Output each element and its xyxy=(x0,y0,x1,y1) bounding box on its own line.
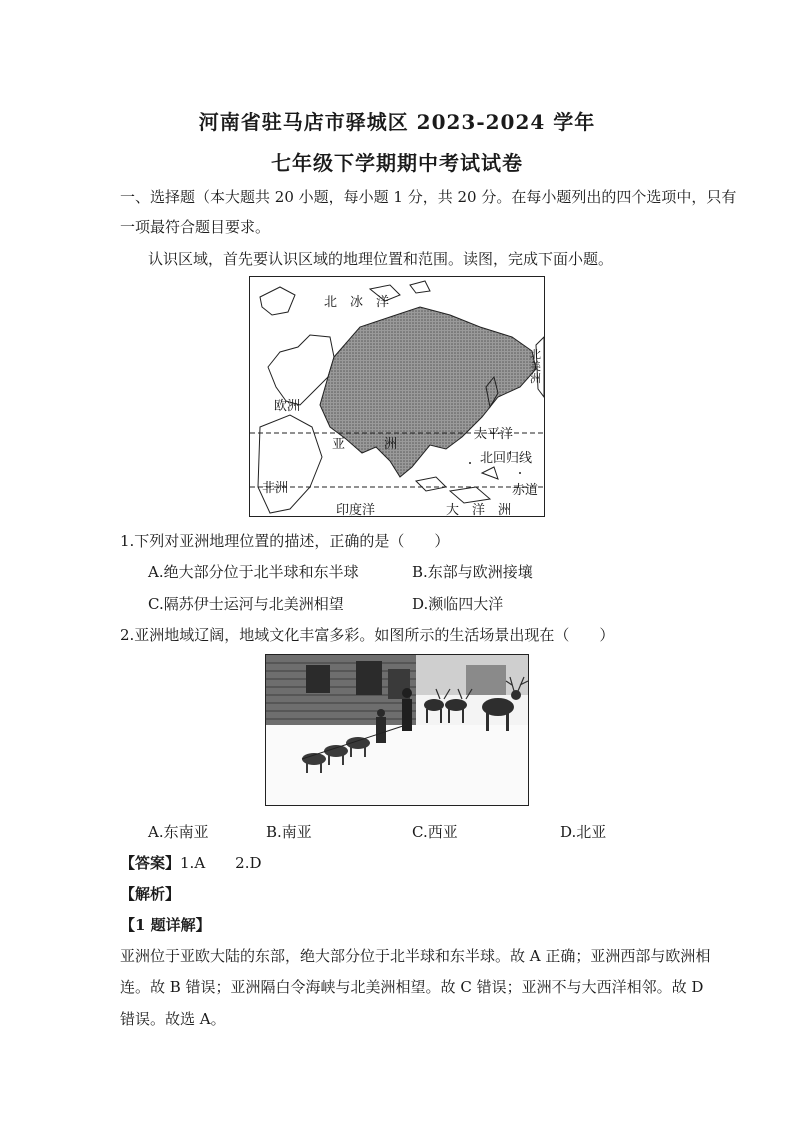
detail-line-3: 错误。故选 A。 xyxy=(120,1010,226,1028)
section-intro-line2: 一项最符合题目要求。 xyxy=(120,218,271,236)
detail-line-1: 亚洲位于亚欧大陆的东部，绝大部分位于北半球和东半球。故 A 正确；亚洲西部与欧洲相 xyxy=(120,947,711,965)
question-2-option-d: D.北亚 xyxy=(560,823,607,841)
question-1-option-d: D.濒临四大洋 xyxy=(412,595,504,613)
map-label-africa: 非洲 xyxy=(262,481,289,496)
analysis-label: 【解析】 xyxy=(120,885,181,903)
map-label-equator: 赤道 xyxy=(512,483,539,498)
map-label-arctic-ocean: 北 冰 洋 xyxy=(324,295,390,310)
question-2-option-c: C.西亚 xyxy=(412,823,458,841)
page-title: 河南省驻马店市驿城区 2023-2024 学年 xyxy=(198,110,596,134)
question-1-stem: 1.下列对亚洲地理位置的描述，正确的是（ ） xyxy=(120,532,450,550)
map-label-north-america: 北美洲 xyxy=(530,348,541,385)
question-1-option-b: B.东部与欧洲接壤 xyxy=(412,563,533,581)
map-label-europe: 欧洲 xyxy=(274,399,301,414)
detail-label: 【1 题详解】 xyxy=(120,916,211,934)
question-1-option-a: A.绝大部分位于北半球和东半球 xyxy=(148,563,359,581)
section-intro-line1: 一、选择题（本大题共 20 小题，每小题 1 分，共 20 分。在每小题列出的四个选项中，只有 xyxy=(120,188,737,206)
map-label-oceania: 大 洋 洲 xyxy=(446,503,512,517)
question-2-option-a: A.东南亚 xyxy=(148,823,209,841)
map-label-tropic-of-cancer: 北回归线 xyxy=(480,451,533,466)
page-subtitle: 七年级下学期期中考试试卷 xyxy=(271,151,523,175)
map-label-indian-ocean: 印度洋 xyxy=(336,503,376,517)
reindeer-sled-drawing xyxy=(266,655,528,805)
question-2-option-b: B.南亚 xyxy=(266,823,312,841)
answer-value: 1.A 2.D xyxy=(180,854,262,872)
detail-line-2: 连。故 B 错误；亚洲隔白令海峡与北美洲相望。故 C 错误；亚洲不与大西洋相邻。故 D xyxy=(120,978,704,996)
reindeer-sled-photo xyxy=(265,654,529,806)
question-2-stem: 2.亚洲地域辽阔，地域文化丰富多彩。如图所示的生活场景出现在（ ） xyxy=(120,626,615,644)
map-label-asia: 亚 洲 xyxy=(332,437,398,452)
question-1-option-c: C.隔苏伊士运河与北美洲相望 xyxy=(148,595,344,613)
answer-label: 【答案】 xyxy=(120,854,181,872)
map-label-pacific: 太平洋 xyxy=(474,427,514,442)
section-lead: 认识区域，首先要认识区域的地理位置和范围。读图，完成下面小题。 xyxy=(148,250,614,268)
answer-line xyxy=(120,852,262,873)
asia-map-figure xyxy=(249,276,545,517)
